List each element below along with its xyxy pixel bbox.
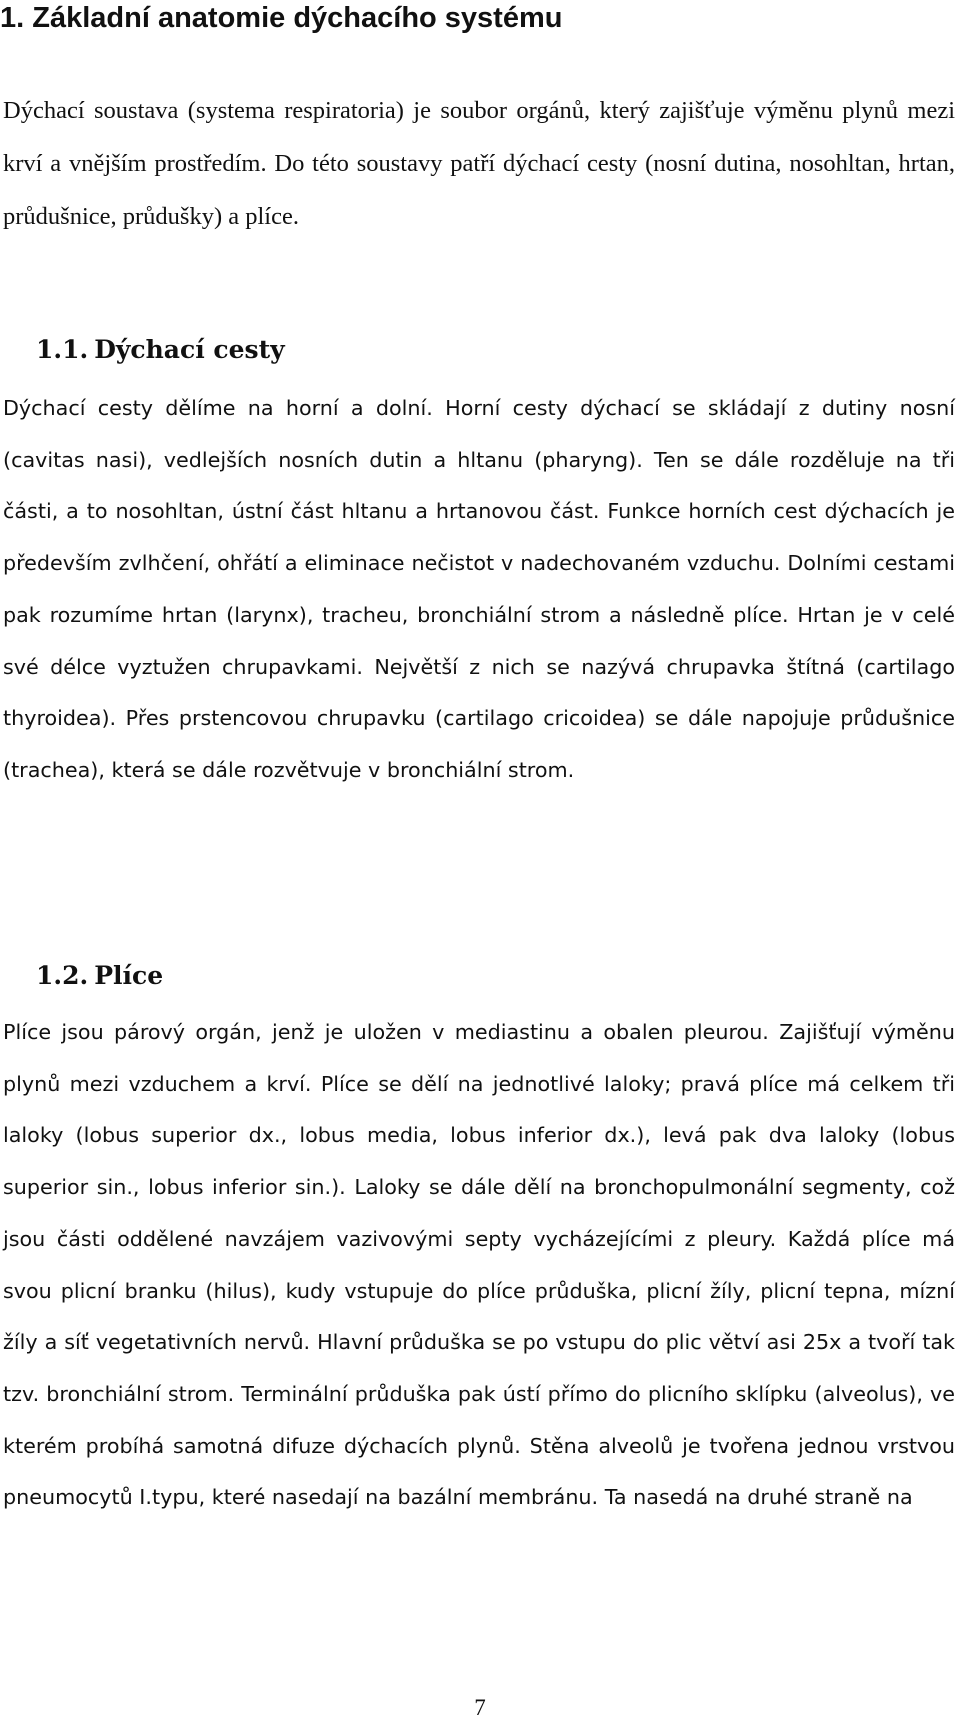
section-number: 1.1. <box>36 335 89 364</box>
airways-paragraph: Dýchací cesty dělíme na horní a dolní. Horní cesty dýchací se skládají z dutiny nosní (cavitas nasi), vedlejších nosních dutin a hltanu (pharyng). Ten se dále rozděluje na tři části, a to nosohltan, ústní část hltanu a hrtanovou část. Funkce horních cest dýchacích je především zvlhčení, ohřátí a eliminace nečistot v nadechovaném vzduchu. Dolními cestami pak rozumíme hrtan (larynx), tracheu, bronchiální strom a následně plíce. Hrtan je v celé své délce vyztužen chrupavkami. Největší z nich se nazývá chrupavka štítná (cartilago thyroidea). Přes prstencovou chrupavku (cartilago cricoidea) se dále napojuje průdušnice (trachea), která se dále rozvětvuje v bronchiální strom. <box>3 396 955 782</box>
section-number: 1.2. <box>36 961 89 990</box>
lungs-paragraph: Plíce jsou párový orgán, jenž je uložen v mediastinu a obalen pleurou. Zajišťují výměnu plynů mezi vzduchem a krví. Plíce se dělí na jednotlivé laloky; pravá plíce má celkem tři laloky (lobus superior dx., lobus media, lobus inferior dx.), levá pak dva laloky (lobus superior sin., lobus inferior sin.). Laloky se dále dělí na bronchopulmonální segmenty, což jsou části oddělené navzájem vazivovými septy vycházejícími z pleury. Každá plíce má svou plicní branku (hilus), kudy vstupuje do plíce průduška, plicní žíly, plicní tepna, mízní žíly a síť vegetativních nervů. Hlavní průduška se po vstupu do plic větví asi 25x a tvoří tak tzv. bronchiální strom. Terminální průduška pak ústí přímo do plicního sklípku (alveolus), ve kterém probíhá samotná difuze dýchacích plynů. Stěna alveolů je tvořena jednou vrstvou pneumocytů I.typu, které nasedají na bazální membránu. Ta nasedá na druhé straně na <box>3 1020 955 1510</box>
section-heading-lungs <box>36 958 163 994</box>
chapter-heading: 1. Základní anatomie dýchacího systému <box>0 2 563 34</box>
section-title: Dýchací cesty <box>94 335 285 364</box>
section-title: Plíce <box>94 961 164 990</box>
section-heading-airways <box>36 332 285 368</box>
page-number: 7 <box>474 1695 486 1720</box>
intro-paragraph: Dýchací soustava (systema respiratoria) je soubor orgánů, který zajišťuje výměnu plynů mezi krví a vnějším prostředím. Do této soustavy patří dýchací cesty (nosní dutina, nosohltan, hrtan, průdušnice, průdušky) a plíce. <box>3 97 955 230</box>
